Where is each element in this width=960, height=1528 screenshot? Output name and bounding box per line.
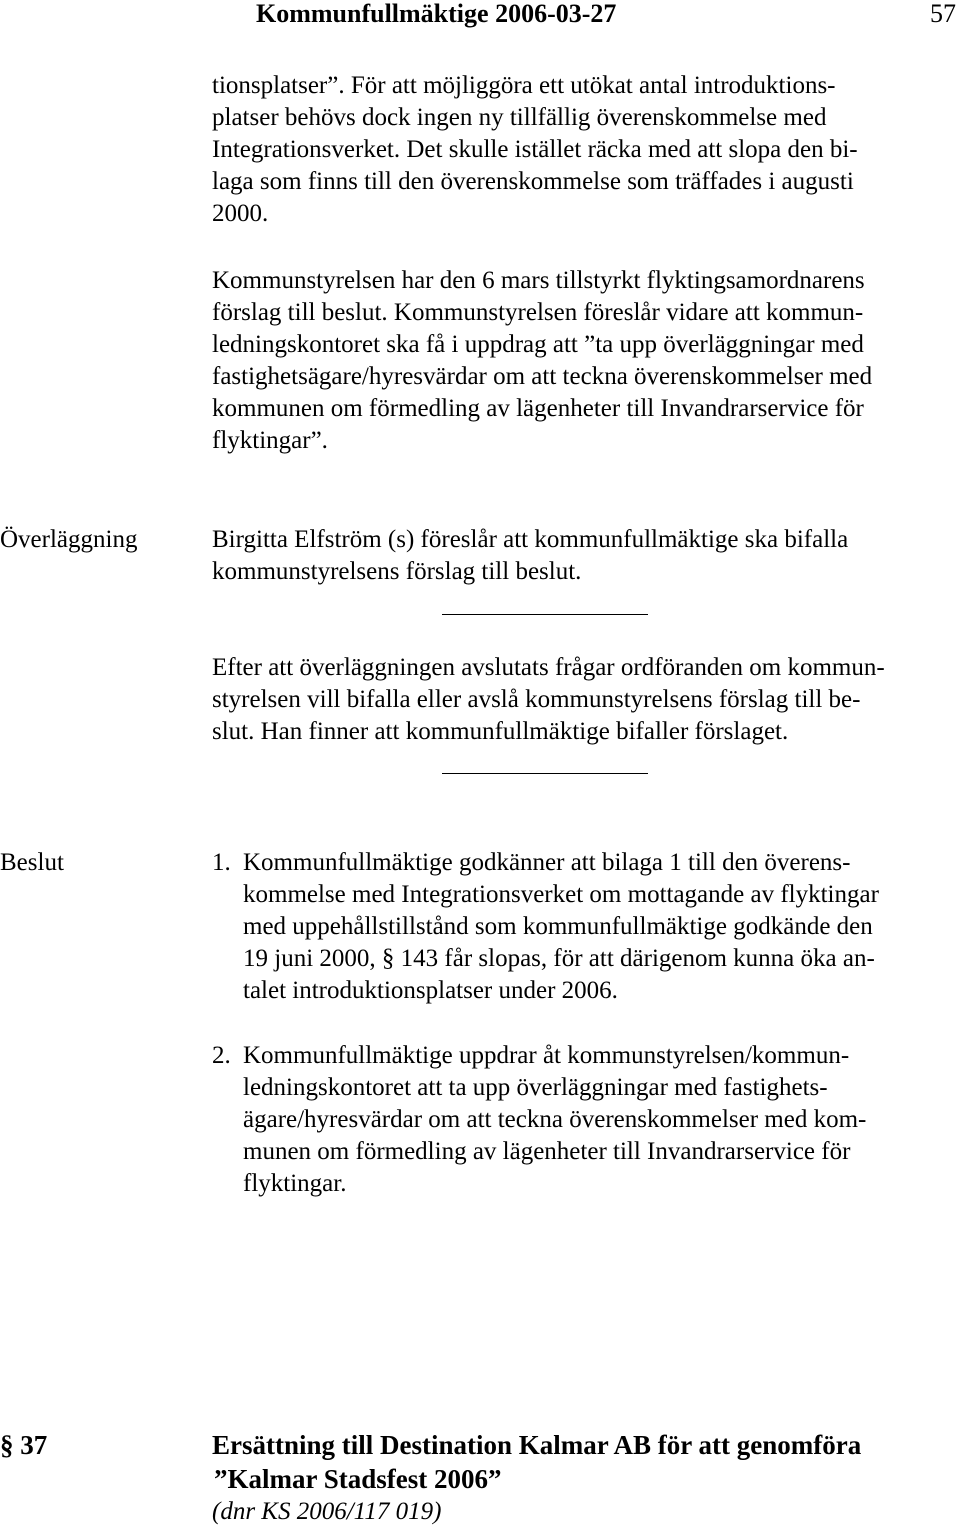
intro-paragraph [212,70,952,230]
procedure-paragraph [212,652,952,748]
paragraph-line: laga som finns till den överenskommelse som träffades i augusti [212,168,854,195]
item-line: 19 juni 2000, § 143 får slopas, för att därigenom kunna öka an- [243,945,875,972]
paragraph-line: platser behövs dock ingen ny tillfällig överenskommelse med [212,104,827,131]
paragraph-line: kommunen om förmedling av lägenheter till Invandrarservice för [212,395,864,422]
section-divider [442,773,648,774]
section-title [212,1428,861,1496]
header-title: Kommunfullmäktige 2006-03-27 [256,0,617,28]
section-dnr: (dnr KS 2006/117 019) [212,1498,442,1525]
item-line: med uppehållstillstånd som kommunfullmäktige godkände den [243,913,873,940]
paragraph-line: styrelsen vill bifalla eller avslå kommunstyrelsens förslag till be- [212,686,861,713]
page-header [256,0,960,36]
paragraph-line: 2000. [212,200,269,227]
section-title-line: Ersättning till Destination Kalmar AB för att genomföra [212,1430,862,1460]
paragraph-line: ledningskontoret ska få i uppdrag att ”ta upp överläggningar med [212,331,864,358]
page-number: 57 [930,0,956,28]
item-line: ledningskontoret att ta upp överläggningar med fastighets- [243,1074,828,1101]
paragraph-line: tionsplatser”. För att möjliggöra ett utökat antal introduktions- [212,72,836,99]
item-line: Kommunfullmäktige uppdrar åt kommunstyrelsen/kommun- [243,1042,850,1069]
paragraph-line: Kommunstyrelsen har den 6 mars tillstyrkt flyktingsamordnarens [212,267,865,294]
item-line: kommelse med Integrationsverket om mottagande av flyktingar [243,881,879,908]
item-line: munen om förmedling av lägenheter till Invandrarservice för [243,1138,851,1165]
item-line: Kommunfullmäktige godkänner att bilaga 1 till den överens- [243,849,851,876]
paragraph-line: flyktingar”. [212,427,328,454]
item-line: talet introduktionsplatser under 2006. [243,977,618,1004]
overlaggning-label: Överläggning [0,526,138,553]
paragraph-line: slut. Han finner att kommunfullmäktige bifaller förslaget. [212,718,789,745]
item-text [243,1040,866,1200]
paragraph-line: kommunstyrelsens förslag till beslut. [212,558,582,585]
section-divider [442,614,648,615]
paragraph-line: Integrationsverket. Det skulle istället räcka med att slopa den bi- [212,136,858,163]
beslut-label: Beslut [0,849,64,876]
paragraph-line: Birgitta Elfström (s) föreslår att kommunfullmäktige ska bifalla [212,526,849,553]
section-number: § 37 [0,1430,48,1460]
paragraph-line: förslag till beslut. Kommunstyrelsen föreslår vidare att kommun- [212,299,864,326]
item-line: flyktingar. [243,1170,347,1197]
next-section-heading [0,1428,960,1528]
item-line: ägare/hyresvärdar om att teckna överenskommelser med kom- [243,1106,867,1133]
item-number: 1. [212,849,231,876]
ks-paragraph [212,265,952,457]
paragraph-line: Efter att överläggningen avslutats frågar ordföranden om kommun- [212,654,885,681]
paragraph-line: fastighetsägare/hyresvärdar om att teckna överenskommelser med [212,363,873,390]
item-text [243,847,879,1007]
item-number: 2. [212,1042,231,1069]
overlaggning-paragraph [212,524,952,588]
section-title-line: ”Kalmar Stadsfest 2006” [214,1464,502,1494]
